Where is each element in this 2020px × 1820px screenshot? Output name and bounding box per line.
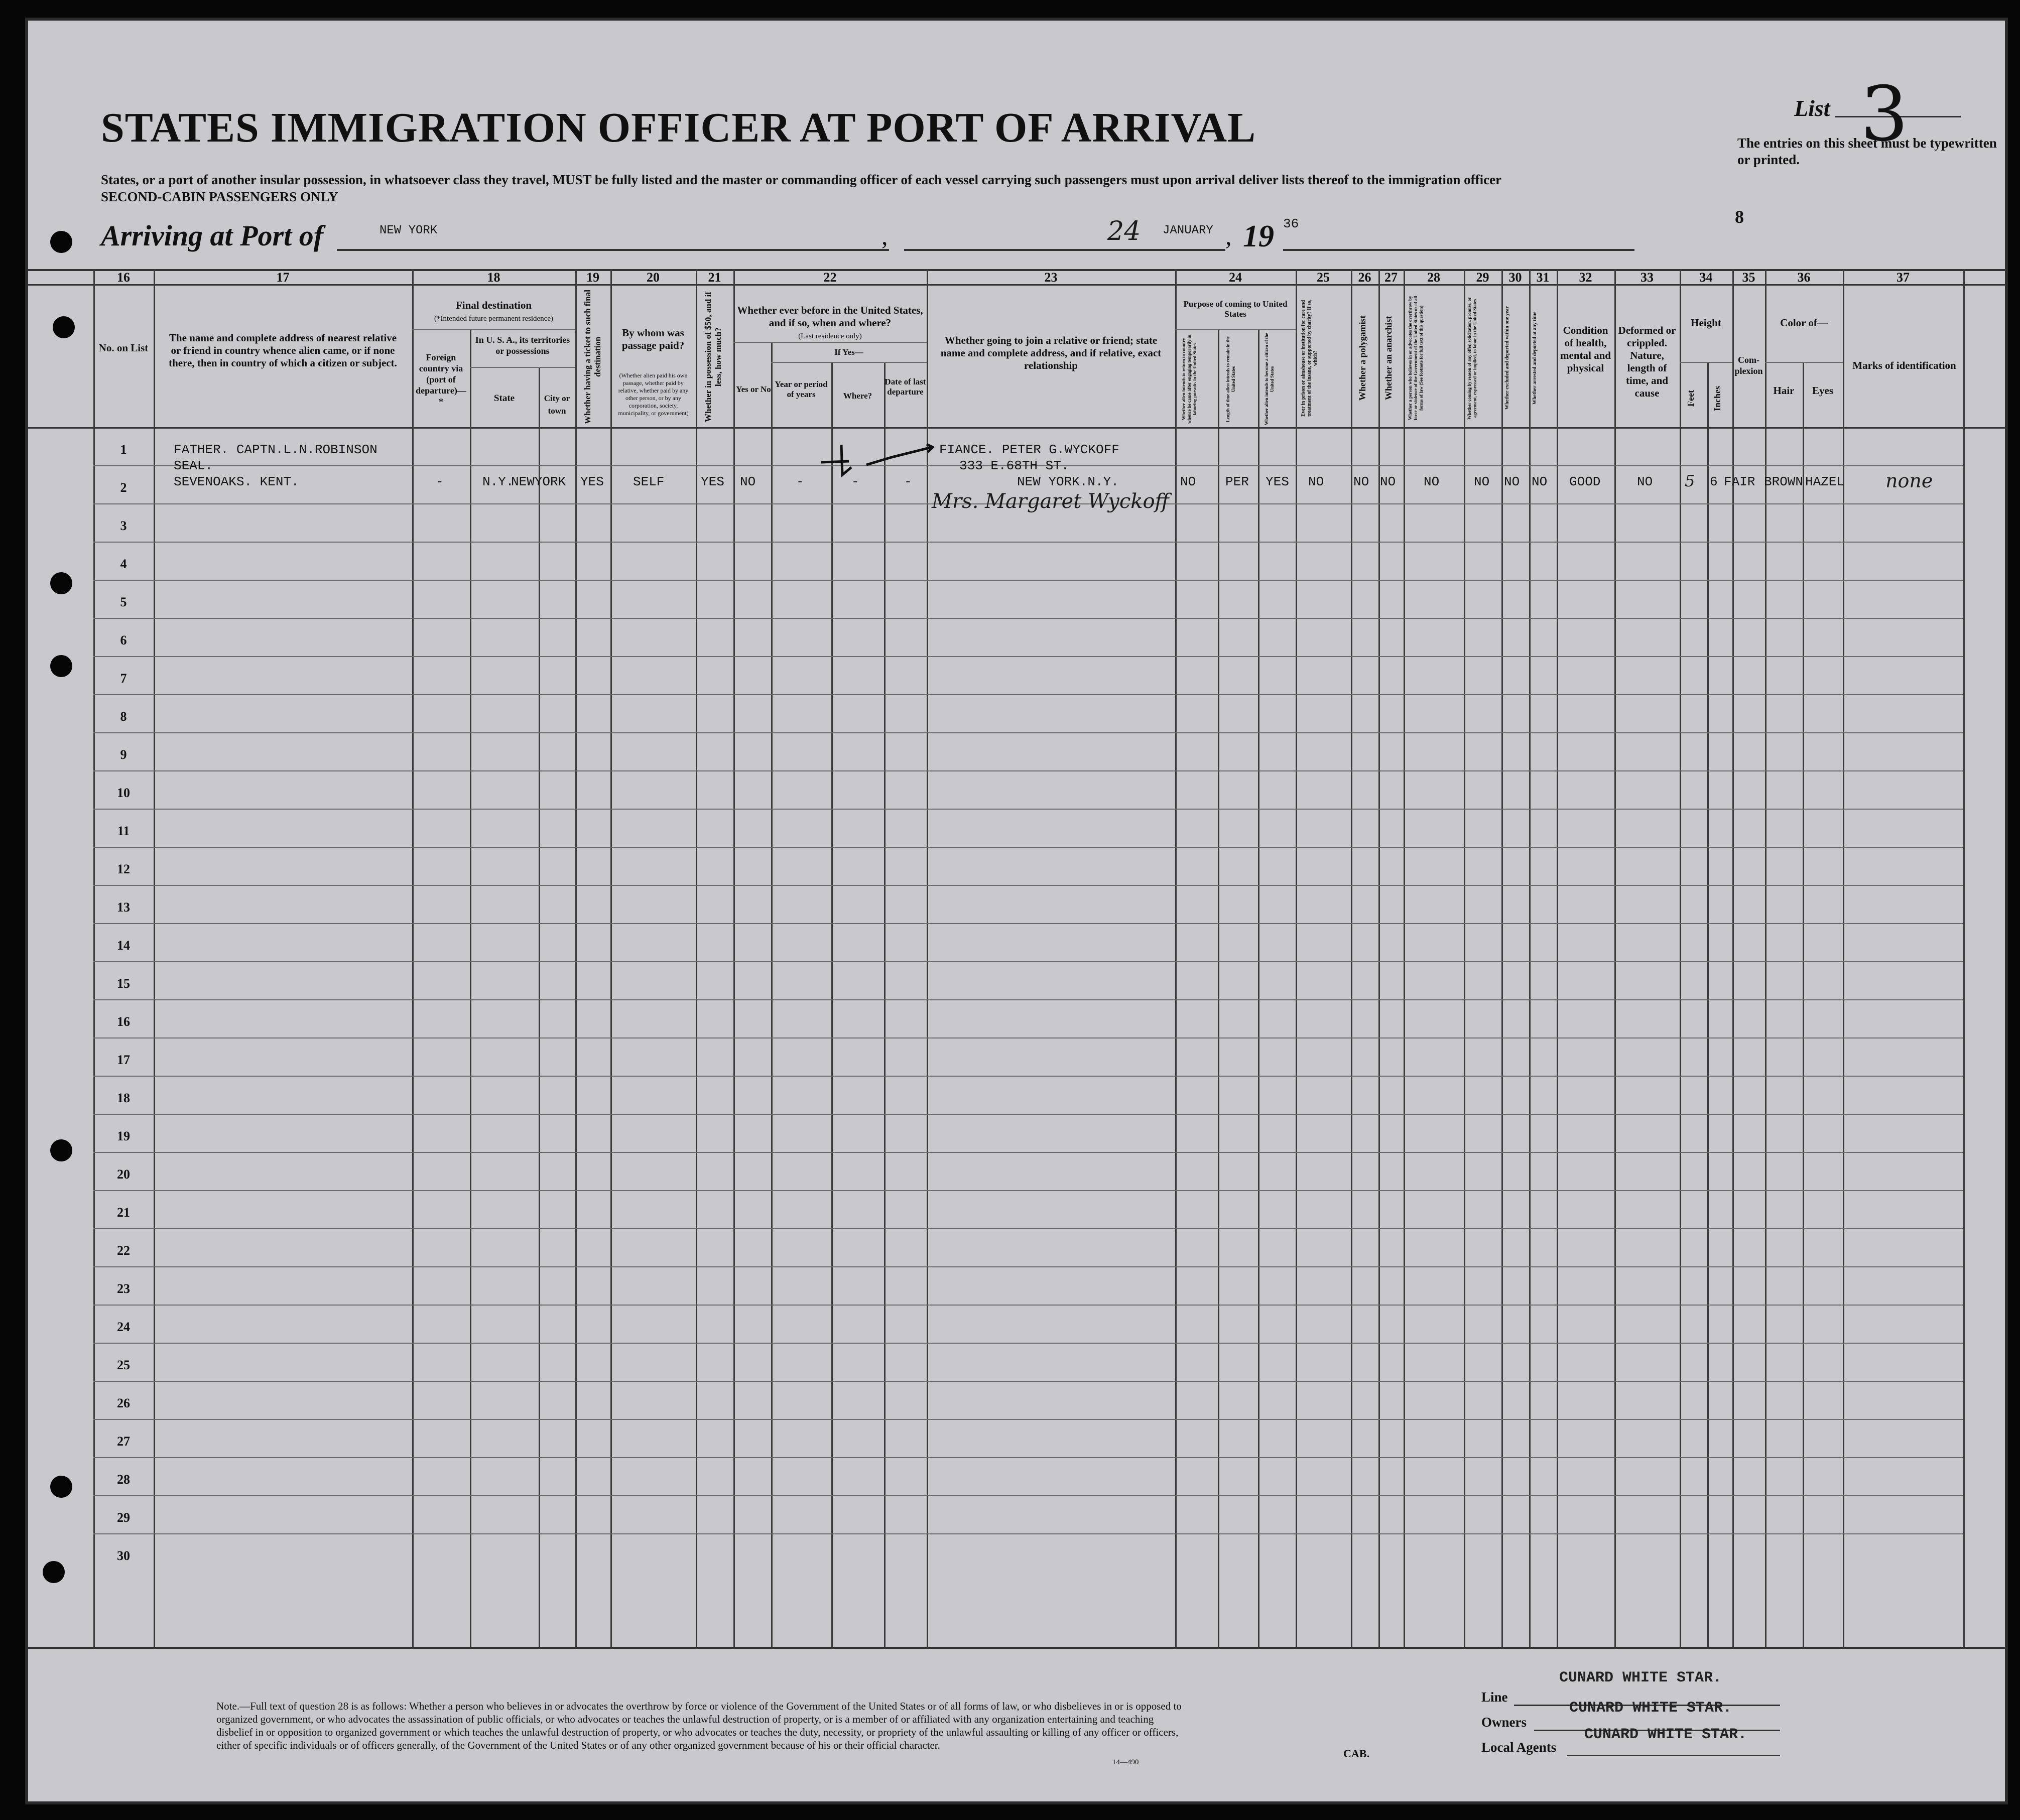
col-line [539,367,540,1647]
polygamist-value: NO [1353,474,1369,489]
colnum-34: 34 [1699,270,1713,285]
header-if-yes: If Yes— [834,347,863,357]
row-rule [93,847,1963,848]
eyes-value: HAZEL [1805,474,1845,489]
second-cabin-label: SECOND-CABIN PASSENGERS ONLY [101,189,338,204]
colnum-32: 32 [1579,270,1592,285]
header-foreign-country: Foreign country via (port of departure)—* [416,352,466,407]
row-rule [93,1152,1963,1153]
row-number: 4 [120,557,127,571]
binder-hole [50,655,72,677]
row-rule [93,809,1963,810]
binder-hole [50,1139,72,1161]
sub-rule [470,367,575,368]
instruction-text [101,171,1657,205]
col-line [1614,269,1616,1647]
header-year-period: Year or period of years [775,379,828,399]
colnum-28: 28 [1427,270,1440,285]
header-feet: Feet [1686,390,1696,407]
labor-offer-value: NO [1474,474,1490,489]
row-number: 8 [120,709,127,724]
row-rule [93,1076,1963,1077]
header-excluded: Whether excluded and deported within one year [1504,306,1510,410]
row-number: 29 [117,1510,130,1525]
header-arrested: Whether arrested and deported at any time [1532,311,1538,405]
row-number: 16 [117,1014,130,1029]
page-title: STATES IMMIGRATION OFFICER AT PORT OF ARRIVAL [101,104,1256,151]
col-line [412,269,414,1647]
manifest-sheet [25,18,2008,1804]
header-purpose-citizen: Whether alien intends to become a citizen of the United States [1264,333,1275,426]
relative-line-2: SEAL. [174,458,213,473]
complexion-value: FAIR [1724,474,1755,489]
col-line [1803,362,1804,1647]
typewritten-notice: The entries on this sheet must be typewritten or printed. [1737,136,1997,167]
instruction-line: States, or a port of another insular possession, in whatsoever class they travel, MUST be fully listed and the master or commanding officer of each vessel carrying such passengers must upon arrival deliver lists thereof to the immigration officer [101,172,1502,187]
row-number: 5 [120,595,127,609]
list-label: List [1794,95,1830,121]
last-departure-value: - [904,474,912,489]
binder-hole [50,572,72,594]
row-rule [93,961,1963,962]
row-rule [93,923,1963,924]
year-prefix: 19 [1243,219,1274,253]
header-bottom-rule [28,427,2006,429]
binder-hole [50,231,72,253]
col-line [1296,269,1297,1647]
excluded-value: NO [1504,474,1520,489]
binder-hole [53,316,75,338]
relative-line-3: SEVENOAKS. KENT. [174,474,299,489]
line-stamp: CUNARD WHITE STAR. [1559,1669,1722,1686]
colnum-36: 36 [1797,270,1811,285]
col-line [575,269,577,1647]
colnum-35: 35 [1742,270,1755,285]
header-marks: Marks of identification [1852,359,1956,371]
col-line [1351,269,1352,1647]
row-number: 24 [117,1320,130,1334]
col-line [1464,269,1465,1647]
ticket-value: YES [580,474,604,489]
header-labor-offer: Whether coming by reason of any offer, solicitation, promise, or agreement, expressed or implied, to labor in the United States [1467,297,1477,420]
col-line [1557,269,1558,1647]
colnum-23: 23 [1044,270,1058,285]
comma-1: , [881,222,888,250]
row-number: 9 [120,747,127,762]
colnum-19: 19 [586,270,599,285]
row-rule [93,1533,1963,1534]
row-number: 26 [117,1396,130,1410]
col-line [1501,269,1503,1647]
marks-value: none [1885,470,1933,492]
colnum-22: 22 [823,270,837,285]
colnum-16: 16 [117,270,130,285]
owners-stamp: CUNARD WHITE STAR. [1569,1700,1732,1717]
col-line [1258,329,1259,1647]
row-number: 1 [120,442,127,457]
col-line [884,362,886,1647]
header-in-usa: In U. S. A., its territories or possessions [475,335,570,356]
anarchist-value: NO [1380,474,1396,489]
row-rule [93,1419,1963,1420]
join-line-3: NEW YORK.N.Y. [1017,474,1119,489]
row-number: 27 [117,1434,130,1449]
header-last-departure: Date of last departure [885,377,926,397]
agents-label: Local Agents [1481,1740,1557,1755]
header-inches: Inches [1712,385,1722,411]
col-line [1175,269,1177,1647]
colnum-18: 18 [487,270,500,285]
row-rule [93,1495,1963,1496]
colnum-29: 29 [1476,270,1489,285]
row-number: 21 [117,1205,130,1220]
col-line [610,269,612,1647]
length-stay-value: PER [1225,474,1249,489]
row-rule [93,999,1963,1000]
header-ticket: Whether having a ticket to such final destination [583,290,602,424]
header-polygamist: Whether a polygamist [1357,315,1367,401]
colnum-25: 25 [1317,270,1330,285]
col-line [154,269,155,1647]
row-rule [93,1114,1963,1115]
footnote-question-28: Note.—Full text of question 28 is as follows: Whether a person who believes in or advocates the overthrow by force or violence of the Government of the United States or of all forms of law, or who disbelieves in or is opposed to organized government, or who advocates the assassination of public officials, or who advocates or teaches the unlawful destruction of property, or is a member of or affiliated with any organization entertaining and teaching disbelief in or opposition to organized government or which teaches the unlawful destruction of property, or who advocates or teaches the duty, necessity, or propriety of the unlawful assaulting or killing of any officer or officers, either of specific individuals or of officers generally, of the Government of the United States or of any other organized government because of his or their official character. [216,1700,1182,1751]
row-number: 23 [117,1281,130,1296]
colnum-17: 17 [276,270,290,285]
row-number: 25 [117,1358,130,1372]
row-number: 18 [117,1091,130,1105]
before-us-value: NO [740,474,756,489]
foreign-country-value: - [436,474,444,489]
header-final-destination-sub: (*Intended future permanent residence) [434,315,553,323]
header-height: Height [1691,317,1721,329]
col-line [1404,269,1405,1647]
col-line [1218,329,1219,1647]
row-rule [93,1381,1963,1382]
col-line [696,269,697,1647]
colnum-37: 37 [1897,270,1910,285]
header-state: State [493,393,515,404]
header-no-on-list: No. on List [98,342,149,354]
health-value: GOOD [1569,474,1601,489]
header-complexion: Com-plexion [1734,355,1763,376]
row-rule [93,1305,1963,1306]
row-number: 14 [117,938,130,953]
relative-line-1: FATHER. CAPTN.L.N.ROBINSON [174,442,377,457]
colnum-26: 26 [1358,270,1371,285]
sheet-number: 8 [1735,207,1744,227]
table-bottom-rule [28,1647,2006,1649]
height-feet-value: 5 [1685,471,1695,490]
owners-label: Owners [1481,1715,1527,1730]
row-rule [93,580,1963,581]
row-rule [93,885,1963,886]
agents-stamp: CUNARD WHITE STAR. [1584,1726,1747,1743]
form-number: 14—490 [1112,1758,1139,1766]
row-rule [93,1190,1963,1191]
row-rule [93,1037,1963,1038]
header-before-in-us: Whether ever before in the United States, and if so, when and where? [737,304,923,329]
year-period-value: - [796,474,804,489]
header-final-destination: Final destination [455,299,532,311]
colnum-33: 33 [1640,270,1654,285]
port-label: Arriving at Port of [101,219,324,252]
col-line [1963,269,1965,1647]
row-number: 11 [117,824,130,838]
height-inches-value: 6 [1710,474,1718,489]
become-citizen-value: YES [1266,474,1289,489]
row-number: 20 [117,1167,130,1182]
sub-rule [412,329,575,330]
col-line [1707,362,1709,1647]
binder-hole [50,1476,72,1498]
paid-by-value: SELF [633,474,665,489]
row-number: 19 [117,1129,130,1143]
sub-rule [733,342,927,343]
row-rule [93,770,1963,771]
sub-rule [1680,362,1732,363]
header-purpose-return: Whether alien intends to return to country whence he came after engaging temporarily in laboring pursuits in the United States [1181,334,1197,424]
col-line [771,342,773,1647]
sub-rule [771,362,927,363]
header-color-of: Color of— [1780,317,1828,329]
line-label: Line [1481,1689,1508,1705]
header-passage-paid-sub: (Whether alien paid his own passage, whether paid by relative, whether paid by any other person, or by any corporation, society, municipality, or government) [618,372,689,417]
where-value: - [851,474,859,489]
agents-underline [1567,1755,1780,1756]
header-before-in-us-sub: (Last residence only) [798,332,862,340]
colnum-27: 27 [1384,270,1398,285]
header-fifty-dollars: Whether in possession of $50, and if less, how much? [703,292,723,422]
join-line-1: FIANCE. PETER G.WYCKOFF [939,442,1119,457]
comma-2: , [1225,222,1232,250]
header-eyes: Eyes [1812,384,1833,397]
row-number: 17 [117,1053,130,1067]
header-hair: Hair [1773,384,1795,397]
header-overthrow: Whether a person who believes in or advocates the overthrow by force or violence of the Government of the United States or of all forms of law (See footnote for full text of this question) [1408,296,1424,421]
col-line [1680,269,1681,1647]
row-number: 6 [120,633,127,647]
row-number: 30 [117,1548,130,1563]
row-number: 15 [117,976,130,991]
header-purpose-length: Length of time alien intends to remain in the United States [1225,336,1236,422]
port-underline [337,249,889,251]
header-health: Condition of health, mental and physical [1560,324,1611,374]
colnum-30: 30 [1508,270,1522,285]
row-number: 13 [117,900,130,915]
arrival-month: JANUARY [1163,224,1213,237]
header-anarchist: Whether an anarchist [1383,316,1394,401]
sub-rule [1765,362,1843,363]
list-number: 3 [1860,71,1909,158]
arrival-day: 24 [1107,216,1141,246]
header-purpose: Purpose of coming to United States [1183,299,1288,319]
sub-rule [1175,329,1296,330]
row-number: 22 [117,1243,130,1258]
row-number: 28 [117,1472,130,1487]
colnum-31: 31 [1536,270,1550,285]
state-value: N.Y. [482,474,514,489]
row-number: 12 [117,862,130,876]
header-prison: Ever in prison or almshouse or institution for care and treatment of the insane, or supported by charity? If so, which? [1301,299,1318,417]
row-rule [93,1343,1963,1344]
row-number: 3 [120,518,127,533]
row-number: 2 [120,480,127,495]
port-value: NEW YORK [380,224,438,237]
prison-value: NO [1308,474,1324,489]
header-relative: The name and complete address of nearest relative or friend in country whence alien came, or if none there, then in country of which a citizen or subject. [169,332,397,369]
colnum-20: 20 [647,270,660,285]
row-rule [93,1457,1963,1458]
row-rule [93,1266,1963,1267]
header-where: Where? [843,391,872,401]
row-rule [93,656,1963,657]
colnum-24: 24 [1229,270,1242,285]
col-line [733,269,735,1647]
date-underline [904,249,1225,251]
return-intent-value: NO [1180,474,1196,489]
row-number: 10 [117,786,130,800]
row-rule [93,732,1963,733]
join-line-2: 333 E.68TH ST. [959,458,1069,473]
header-passage-paid: By whom was passage paid? [621,327,685,351]
year-suffix: 36 [1283,216,1299,231]
row-rule [93,1228,1963,1229]
col-line [1529,269,1531,1647]
has-fifty-value: YES [701,474,724,489]
hair-value: BROWN [1764,474,1804,489]
header-join-relative: Whether going to join a relative or friend; state name and complete address, and if relative, exact relationship [940,334,1162,371]
col-line [831,362,833,1647]
header-yes-no: Yes or No [736,384,771,394]
cab-label: CAB. [1343,1747,1369,1760]
header-deformed: Deformed or crippled. Nature, length of time, and cause [1618,324,1676,399]
overthrow-value: NO [1424,474,1440,489]
city-value: NEWYORK [511,474,566,489]
join-handwritten-name: Mrs. Margaret Wyckoff [932,490,1169,513]
row-rule [93,694,1963,695]
row-rule [93,618,1963,619]
row-rule [93,542,1963,543]
arrested-value: NO [1532,474,1548,489]
col-line [470,329,471,1647]
year-underline [1283,249,1634,251]
header-city: City or town [544,394,570,416]
row-number: 7 [120,671,127,686]
colnum-21: 21 [708,270,721,285]
handwritten-mark [811,437,942,482]
binder-hole [43,1561,65,1583]
deformed-value: NO [1637,474,1653,489]
